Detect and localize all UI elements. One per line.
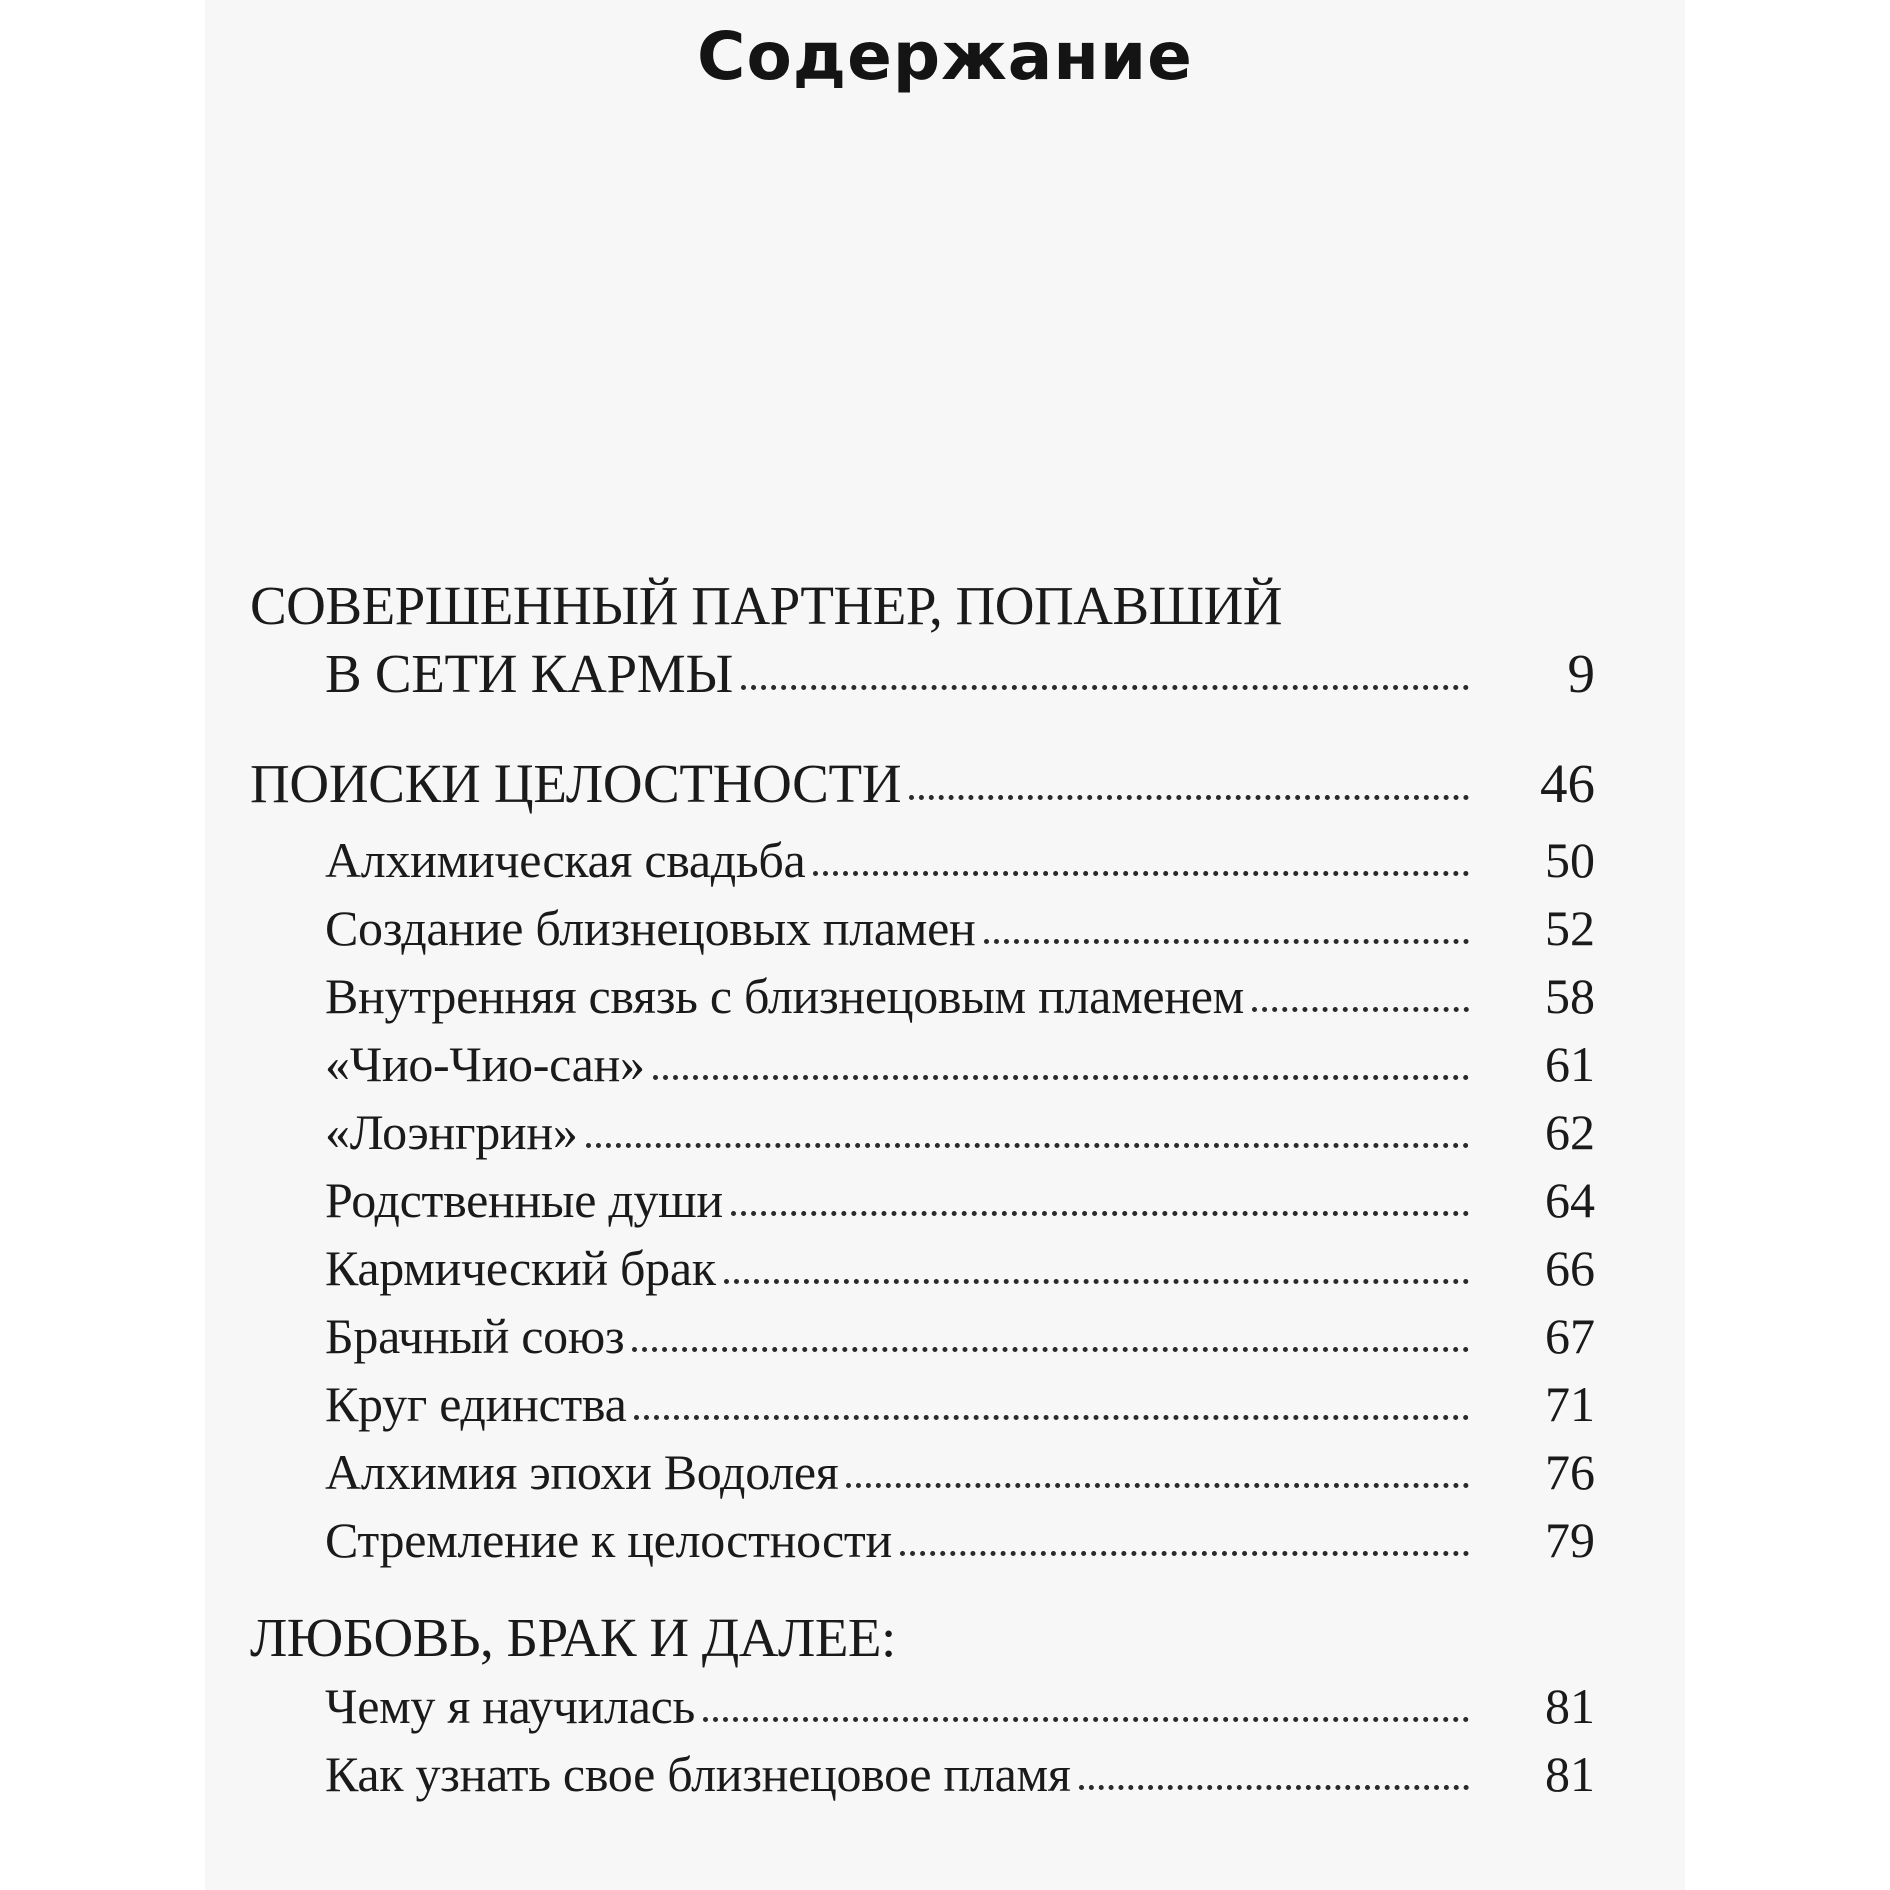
toc-entry-label: Родственные души	[325, 1172, 723, 1228]
toc-entry-label: Создание близнецовых пламен	[325, 900, 976, 956]
toc-page-number: 76	[1545, 1444, 1595, 1500]
dot-leader	[984, 939, 1470, 944]
toc-entry[interactable]	[250, 1506, 1595, 1574]
toc-entry-label: Как узнать свое близнецовое пламя	[325, 1746, 1071, 1802]
toc-page-number: 58	[1545, 968, 1595, 1024]
toc-entry[interactable]	[250, 962, 1595, 1030]
toc-page-number: 66	[1545, 1240, 1595, 1296]
toc-entry[interactable]	[250, 894, 1595, 962]
toc-page-number: 9	[1567, 643, 1595, 704]
toc-entry-label: Стремление к целостности	[325, 1512, 892, 1568]
toc-entry[interactable]	[250, 1030, 1595, 1098]
toc-page-number: 62	[1545, 1104, 1595, 1160]
toc-page-number: 79	[1545, 1512, 1595, 1568]
dot-leader	[731, 1211, 1469, 1216]
toc-entry-label: «Чио-Чио-сан»	[325, 1036, 645, 1092]
toc-page-number: 81	[1545, 1746, 1595, 1802]
dot-leader	[724, 1279, 1469, 1284]
dot-leader	[632, 1347, 1469, 1352]
toc-page-number: 67	[1545, 1308, 1595, 1364]
toc-entry-search-wholeness[interactable]	[250, 750, 1595, 818]
page-title: Содержание	[697, 18, 1193, 95]
toc-entry-label: Круг единства	[325, 1376, 627, 1432]
toc-page-number: 64	[1545, 1172, 1595, 1228]
dot-leader	[1252, 1007, 1469, 1012]
toc-entry[interactable]	[250, 1672, 1595, 1740]
dot-leader	[741, 685, 1469, 690]
toc-heading-love-marriage: ЛЮБОВЬ, БРАК И ДАЛЕЕ:	[250, 1607, 896, 1668]
toc-entry-label: Алхимическая свадьба	[325, 832, 806, 888]
toc-entry-label: Внутренняя связь с близнецовым пламенем	[325, 968, 1244, 1024]
toc-entry-label: В СЕТИ КАРМЫ	[325, 643, 734, 704]
dot-leader	[846, 1483, 1469, 1488]
toc-entry-label: Брачный союз	[325, 1308, 625, 1364]
toc-entry[interactable]	[250, 1438, 1595, 1506]
dot-leader	[813, 871, 1469, 876]
toc-entry-label: «Лоэнгрин»	[325, 1104, 578, 1160]
dot-leader	[634, 1415, 1469, 1420]
toc-page-number: 50	[1545, 832, 1595, 888]
toc-entry-label: Кармический брак	[325, 1240, 716, 1296]
toc-heading-perfect-partner: СОВЕРШЕННЫЙ ПАРТНЕР, ПОПАВШИЙ	[250, 575, 1283, 636]
toc-entry-karma-net[interactable]	[250, 640, 1595, 708]
toc-entry[interactable]	[250, 826, 1595, 894]
toc-entry[interactable]	[250, 1234, 1595, 1302]
dot-leader	[586, 1143, 1469, 1148]
toc-page-number: 61	[1545, 1036, 1595, 1092]
toc-page-number: 46	[1540, 753, 1595, 814]
toc-entry[interactable]	[250, 1302, 1595, 1370]
dot-leader	[909, 795, 1469, 800]
book-page	[205, 0, 1685, 1890]
toc-page-number: 71	[1545, 1376, 1595, 1432]
toc-entry[interactable]	[250, 1370, 1595, 1438]
toc-page-number: 81	[1545, 1678, 1595, 1734]
toc-entry-label: Чему я научилась	[325, 1678, 695, 1734]
toc-entry[interactable]	[250, 1166, 1595, 1234]
toc-entry[interactable]	[250, 1740, 1595, 1808]
toc-entry-label: Алхимия эпохи Водолея	[325, 1444, 839, 1500]
toc-page-number: 52	[1545, 900, 1595, 956]
toc-entry-label: ПОИСКИ ЦЕЛОСТНОСТИ	[250, 753, 902, 814]
dot-leader	[653, 1075, 1469, 1080]
dot-leader	[1079, 1785, 1469, 1790]
dot-leader	[703, 1717, 1469, 1722]
toc-entry[interactable]	[250, 1098, 1595, 1166]
dot-leader	[900, 1551, 1469, 1556]
table-of-contents	[250, 572, 1595, 1808]
